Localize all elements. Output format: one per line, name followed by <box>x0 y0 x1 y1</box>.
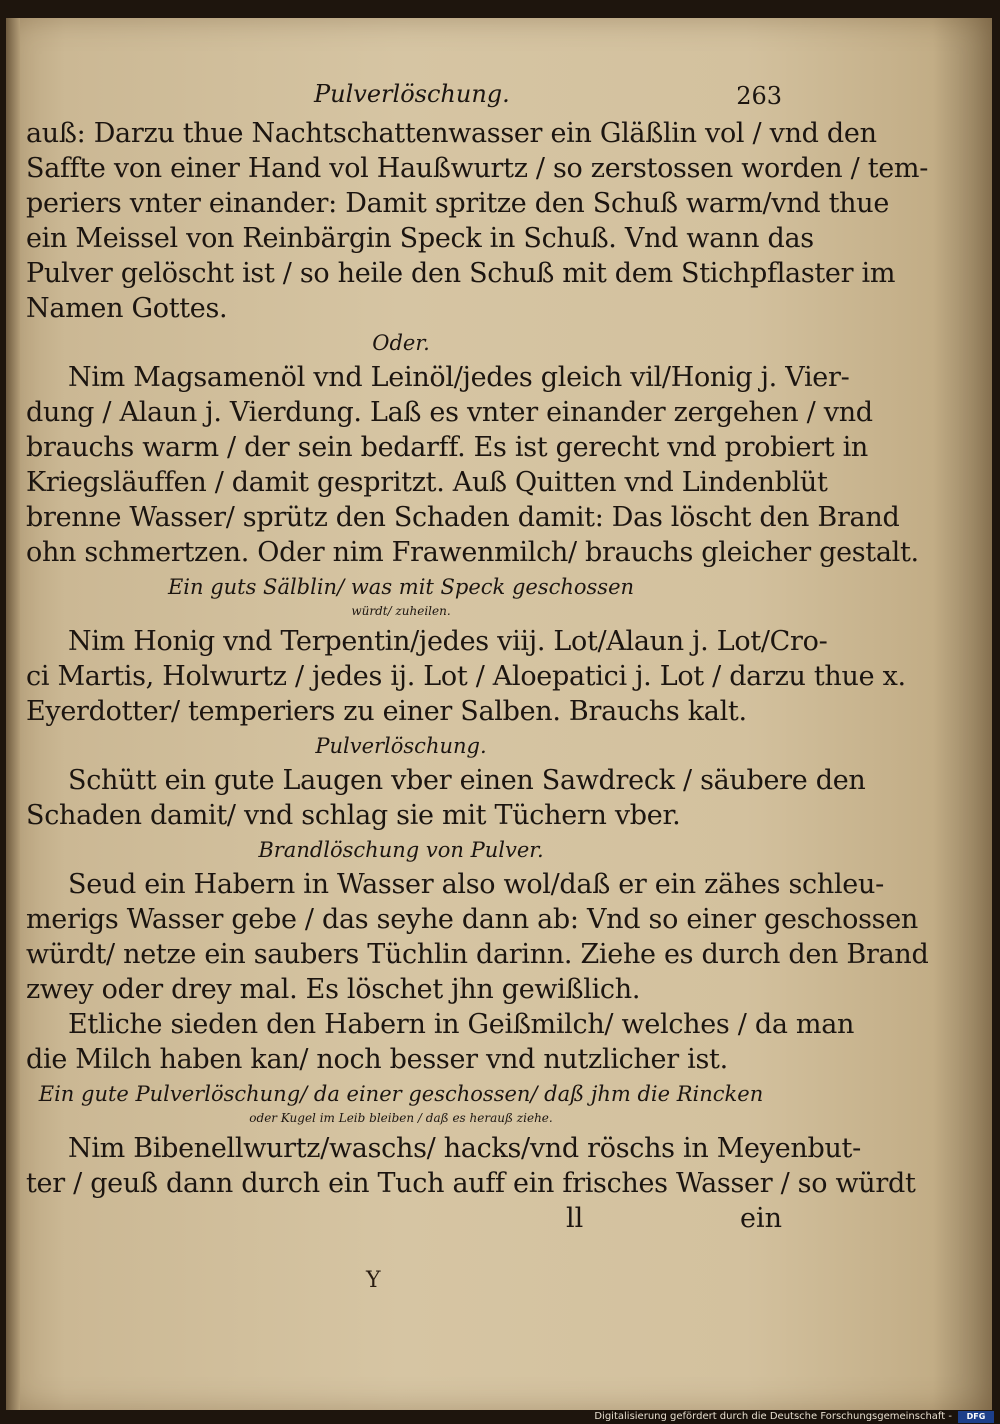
paragraph-3 <box>26 624 906 729</box>
text-line: Saffte von einer Hand vol Haußwurtz / so zerstossen worden / tem- <box>26 153 929 184</box>
text-line: Etliche sieden den Habern in Geißmilch/ welches / da man <box>68 1009 855 1040</box>
running-head <box>26 76 782 116</box>
text-line: ci Martis, Holwurtz / jedes ij. Lot / Aloepatici j. Lot / darzu thue x. <box>26 661 906 692</box>
footer-credit: Digitalisierung gefördert durch die Deutsche Forschungsgemeinschaft - <box>594 1411 952 1422</box>
text-line: Schaden damit/ vnd schlag sie mit Tüchern vber. <box>26 800 681 831</box>
paragraph-4 <box>26 763 866 833</box>
text-line: brauchs warm / der sein bedarff. Es ist gerecht vnd probiert in <box>26 432 869 463</box>
section-heading-pulverloeschung: Pulverlöschung. <box>315 734 487 758</box>
text-line: Seud ein Habern in Wasser also wol/daß er ein zähes schleu- <box>68 869 884 900</box>
text-line: Nim Bibenellwurtz/waschs/ hacks/vnd röschs in Meyenbut- <box>68 1133 861 1164</box>
running-title: Pulverlöschung. <box>314 80 510 108</box>
text-line: auß: Darzu thue Nachtschattenwasser ein Gläßlin vol / vnd den <box>26 118 877 149</box>
paragraph-6 <box>26 1007 855 1077</box>
text-line: Namen Gottes. <box>26 293 228 324</box>
catchword-line <box>26 1201 783 1236</box>
text-line: Kriegsläuffen / damit gespritzt. Auß Quitten vnd Lindenblüt <box>26 467 828 498</box>
text-line: ein Meissel von Reinbärgin Speck in Schuß. Vnd wann das <box>26 223 814 254</box>
text-line: die Milch haben kan/ noch besser vnd nutzlicher ist. <box>26 1044 728 1075</box>
text-line: Nim Honig vnd Terpentin/jedes viij. Lot/Alaun j. Lot/Cro- <box>68 626 828 657</box>
text-line: Pulver gelöscht ist / so heile den Schuß mit dem Stichpflaster im <box>26 258 896 289</box>
section-heading-saelblin: Ein guts Sälblin/ was mit Speck geschossen <box>167 575 635 599</box>
page-number: 263 <box>736 82 782 110</box>
text-line: ohn schmertzen. Oder nim Frawenmilch/ brauchs gleicher gestalt. <box>26 537 919 568</box>
digitization-footer <box>594 1410 1000 1424</box>
section-subheading-saelblin: würdt/ zuheilen. <box>351 604 451 618</box>
section-subheading-gute-pulverloeschung: oder Kugel im Leib bleiben / daß es herauß ziehe. <box>249 1111 553 1125</box>
text-line: würdt/ netze ein saubers Tüchlin darinn. Ziehe es durch den Brand <box>26 939 929 970</box>
text-line: ter / geuß dann durch ein Tuch auff ein frisches Wasser / so würdt <box>26 1168 916 1199</box>
page-text <box>26 76 929 1236</box>
dfg-logo: DFG <box>958 1411 994 1423</box>
text-line: Nim Magsamenöl vnd Leinöl/jedes gleich vil/Honig j. Vier- <box>68 362 850 393</box>
catchword: ein <box>740 1203 783 1234</box>
ornament-mark: Y <box>366 1268 381 1293</box>
paragraph-5 <box>26 867 929 1007</box>
text-line: brenne Wasser/ sprütz den Schaden damit: Das löscht den Brand <box>26 502 900 533</box>
text-line: periers vnter einander: Damit spritze den Schuß warm/vnd thue <box>26 188 890 219</box>
section-heading-gute-pulverloeschung: Ein gute Pulverlöschung/ da einer geschossen/ daß jhm die Rincken <box>38 1082 764 1106</box>
section-heading-brandloeschung: Brandlöschung von Pulver. <box>258 838 544 862</box>
signature-mark: ll <box>566 1203 584 1234</box>
text-line: merigs Wasser gebe / das seyhe dann ab: Vnd so einer geschossen <box>26 904 918 935</box>
text-line: dung / Alaun j. Vierdung. Laß es vnter einander zergehen / vnd <box>26 397 873 428</box>
paragraph-1 <box>26 116 929 326</box>
text-line: Eyerdotter/ temperiers zu einer Salben. Brauchs kalt. <box>26 696 747 727</box>
section-heading-oder: Oder. <box>372 331 430 355</box>
page-gutter <box>6 18 20 1410</box>
paragraph-7 <box>26 1131 916 1201</box>
book-page <box>6 18 992 1410</box>
text-line: zwey oder drey mal. Es löschet jhn gewißlich. <box>26 974 641 1005</box>
text-line: Schütt ein gute Laugen vber einen Sawdreck / säubere den <box>68 765 866 796</box>
paragraph-2 <box>26 360 919 570</box>
